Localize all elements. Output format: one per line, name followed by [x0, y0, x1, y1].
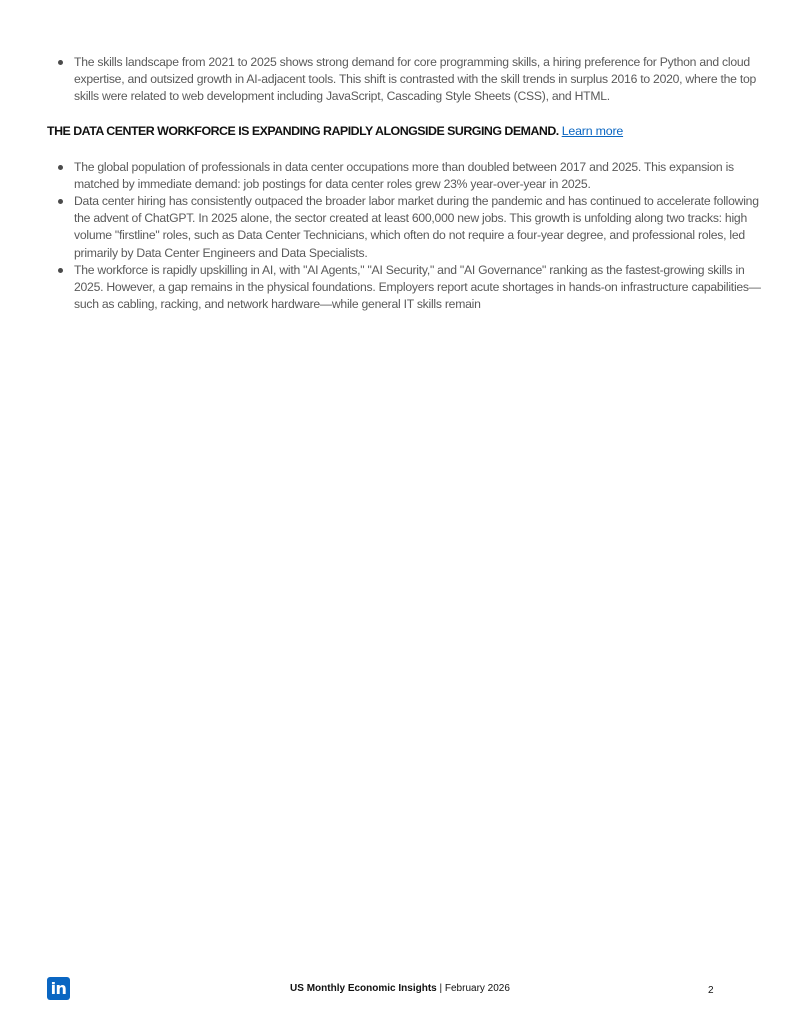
list-item: The workforce is rapidly upskilling in AI, with "AI Agents," "AI Security," and "AI Governance" ranking as the fastest-growing skills in 2025. However, a gap remains in the physical foundations. Employers report acute shortages in hands-on infrastructure capabilities—such as cabling, racking, and network hardware—while general IT skills remain — [47, 262, 761, 314]
page-number: 2 — [708, 985, 714, 996]
section-heading-text: THE DATA CENTER WORKFORCE IS EXPANDING RAPIDLY ALONGSIDE SURGING DEMAND. — [47, 123, 559, 138]
section-bullet-list — [47, 159, 761, 314]
report-date: February 2026 — [444, 983, 510, 994]
footer-report-title — [0, 983, 800, 994]
list-item: The global population of professionals in data center occupations more than doubled between 2017 and 2025. This expansion is matched by immediate demand: job postings for data center roles grew 23% year-over-year in 2025. — [47, 159, 761, 193]
list-item: Data center hiring has consistently outpaced the broader labor market during the pandemic and has continued to accelerate following the advent of ChatGPT. In 2025 alone, the sector created at least 600,000 new jobs. This growth is unfolding along two tracks: high volume "firstline" roles, such as Data Center Technicians, which often do not require a four-year degree, and professional roles, led primarily by Data Center Engineers and Data Specialists. — [47, 193, 761, 262]
report-name: US Monthly Economic Insights — [290, 983, 437, 994]
page-body — [47, 54, 761, 313]
section-heading — [47, 123, 761, 140]
list-item: The skills landscape from 2021 to 2025 shows strong demand for core programming skills, a hiring preference for Python and cloud expertise, and outsized growth in AI-adjacent tools. This shift is contrasted with the skill trends in surplus 2016 to 2020, where the top skills were related to web development including JavaScript, Cascading Style Sheets (CSS), and HTML. — [47, 54, 761, 106]
footer-separator: | — [436, 983, 445, 994]
learn-more-link[interactable]: Learn more — [561, 123, 624, 138]
top-bullet-list — [47, 54, 761, 106]
linkedin-logo-icon: in — [47, 977, 70, 1000]
page-footer — [0, 975, 800, 1005]
